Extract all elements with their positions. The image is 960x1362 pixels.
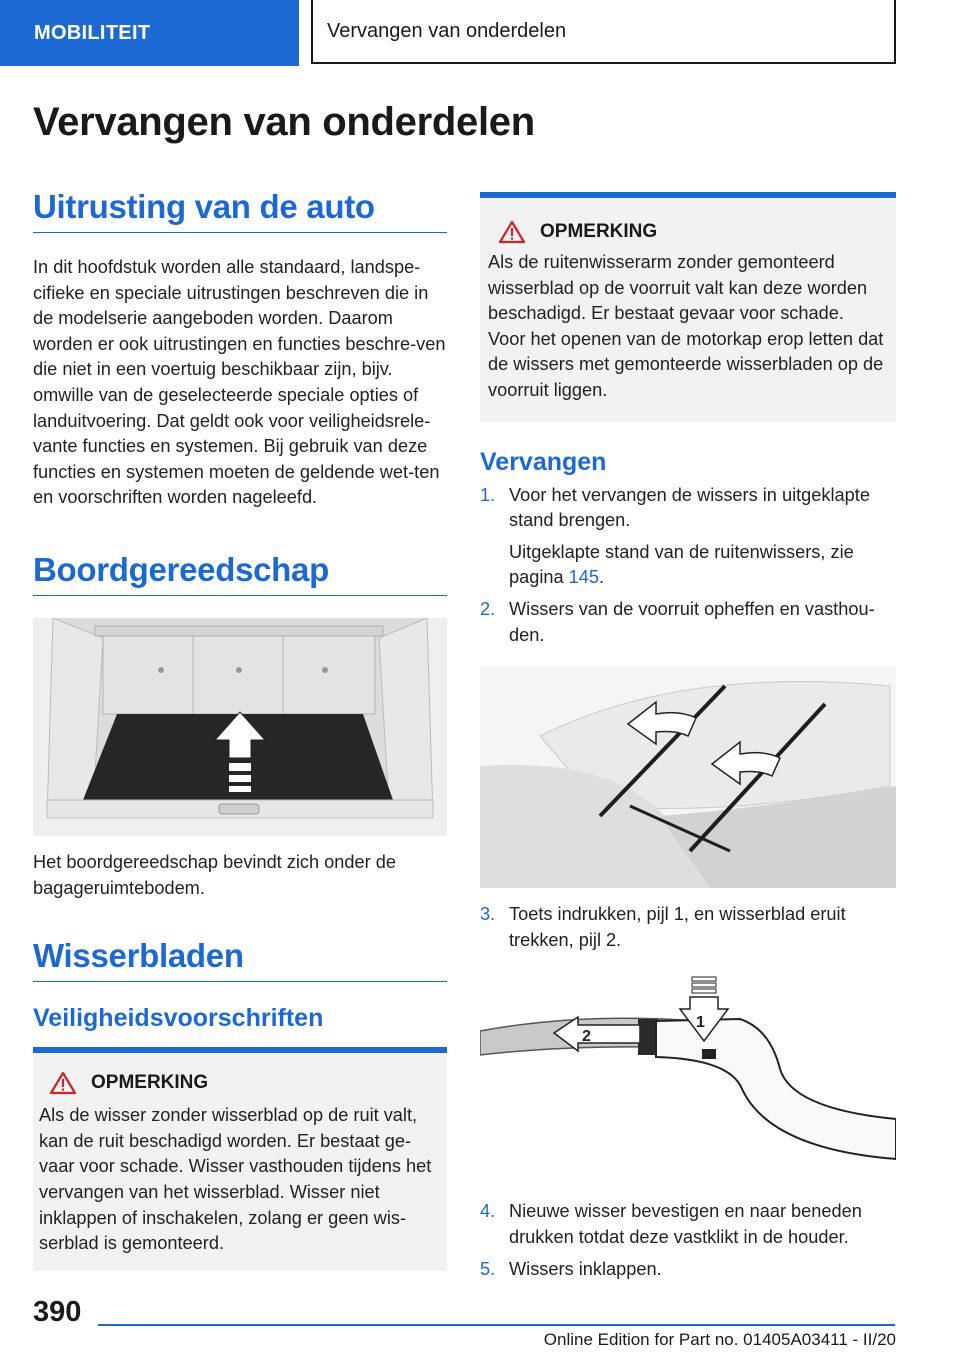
- section-label: MOBILITEIT: [0, 0, 299, 66]
- note-label: OPMERKING: [91, 1072, 209, 1094]
- toolkit-caption: Het boordgereedschap bevindt zich onder de bagageruimtebodem.: [33, 851, 396, 898]
- left-column: [33, 188, 447, 1271]
- list-item: [480, 1199, 896, 1250]
- step-note-end: .: [599, 567, 605, 588]
- note-box-left: [33, 1053, 447, 1271]
- note-text: Als de ruitenwisserarm zonder gemonteerd wisserblad op de voorruit valt kan deze worden beschadigd. Er bestaat gevaar voor schade. Voor het openen van de motorkap erop letten dat de wissers met gemonteerde wisserbladen op de voorruit liggen.: [488, 252, 884, 400]
- section-title-toolkit: Boordgereedschap: [33, 551, 447, 596]
- right-column: [480, 192, 896, 1282]
- note-text: Als de wisser zonder wisserblad op de ruit valt, kan de ruit beschadigd worden. Er bestaat ge-vaar voor schade. Wisser vasthouden tijdens het vervangen van het wisserblad. Wisser niet inklappen of inschakelen, zolang er geen wis-serblad is gemonteerd.: [39, 1105, 432, 1254]
- footer-rule: [98, 1324, 895, 1326]
- list-item: [480, 483, 896, 591]
- edition-text: Online Edition for Part no. 01405A03411 - II/20: [543, 1330, 896, 1349]
- note-label: OPMERKING: [540, 221, 658, 242]
- subsection-replace: Vervangen: [480, 447, 607, 476]
- step-number: 3.: [480, 904, 496, 925]
- step-number: 4.: [480, 1201, 496, 1222]
- note-box-right: [480, 192, 896, 422]
- toolkit-figure: [33, 618, 447, 836]
- page-number: 390: [33, 1296, 82, 1328]
- step-text: Wissers van de voorruit opheffen en vasthou-den.: [509, 598, 875, 645]
- steps-list: [480, 483, 896, 649]
- page-title: Vervangen van onderdelen: [33, 100, 535, 144]
- list-item: [480, 1257, 896, 1283]
- step-text: Toets indrukken, pijl 1, en wisserblad eruit trekken, pijl 2.: [509, 904, 846, 950]
- step-number: 5.: [480, 1258, 496, 1279]
- step-text: Wissers inklappen.: [509, 1258, 662, 1279]
- subsection-safety: Veiligheidsvoorschriften: [33, 1004, 447, 1053]
- section-title-wiper-blades: Wisserbladen: [33, 937, 447, 982]
- chapter-label: Vervangen van onderdelen: [311, 0, 896, 64]
- page-footer: [0, 1296, 960, 1362]
- list-item: [480, 597, 896, 648]
- step-text: Voor het vervangen de wissers in uitgeklapte stand brengen.: [509, 484, 870, 531]
- wiper-release-figure: [480, 969, 896, 1191]
- arrow-label-1: 1: [696, 1014, 705, 1032]
- arrow-label-2: 2: [582, 1028, 591, 1046]
- step-number: 1.: [480, 484, 496, 505]
- warning-triangle-icon: [498, 220, 526, 244]
- list-item: [480, 902, 896, 953]
- wiper-raise-figure: [480, 666, 896, 888]
- page-reference-link[interactable]: 145: [568, 567, 600, 588]
- step-note: Uitgeklapte stand van de ruitenwissers, zie pagina: [509, 541, 854, 588]
- step-text: Nieuwe wisser bevestigen en naar beneden drukken totdat deze vastklikt in de houder.: [509, 1201, 862, 1247]
- equipment-paragraph: In dit hoofdstuk worden alle standaard, landspe-cifieke en speciale uitrustingen beschreven die in de modelserie aangeboden worden. Daarom worden er ook uitrustingen en functies beschre-ven die niet in een voertuig beschikbaar zijn, bijv. omwille van de geselecteerde speciale opties of landuitvoering. Dat geldt ook voor veiligheidsrele-vante functies en systemen. Bij gebruik van deze functies en systemen moeten de geldende wet-ten en voorschriften worden nageleefd.: [33, 257, 446, 508]
- page-header: [0, 0, 960, 66]
- section-title-equipment: Uitrusting van de auto: [33, 188, 447, 233]
- step-number: 2.: [480, 598, 496, 619]
- warning-triangle-icon: [49, 1071, 77, 1095]
